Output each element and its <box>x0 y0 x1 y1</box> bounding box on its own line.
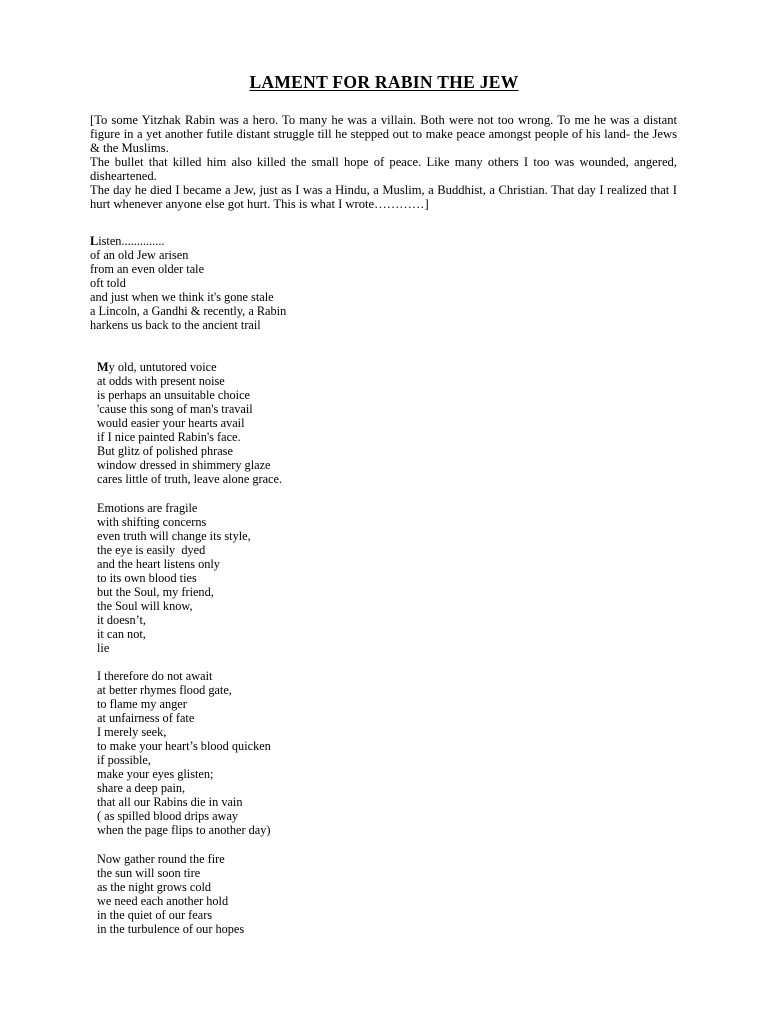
poem-line: Emotions are fragile <box>97 501 198 515</box>
poem-line: oft told <box>90 276 126 290</box>
poem-line: My old, untutored voice <box>97 360 217 374</box>
stanza <box>97 360 282 486</box>
poem-line: that all our Rabins die in vain <box>97 795 243 809</box>
stanza <box>97 669 271 837</box>
poem-title: LAMENT FOR RABIN THE JEW <box>249 72 519 92</box>
poem-line: and just when we think it's gone stale <box>90 290 274 304</box>
poem-line: to flame my anger <box>97 697 187 711</box>
poem-line: in the quiet of our fears <box>97 908 213 922</box>
poem-line: it doesn’t, <box>97 613 146 627</box>
poem-line: share a deep pain, <box>97 781 186 795</box>
poem-line: from an even older tale <box>90 262 205 276</box>
poem-line: ( as spilled blood drips away <box>97 809 239 823</box>
poem-line: when the page flips to another day) <box>97 823 271 837</box>
stanza <box>97 501 251 655</box>
poem-line: I therefore do not await <box>97 669 213 683</box>
poem-line: with shifting concerns <box>97 515 207 529</box>
intro-paragraph: [To some Yitzhak Rabin was a hero. To many he was a villain. Both were not too wrong. To me he was a distant figure in a yet another futile distant struggle till he stepped out to make peace amongst people of his land- the Jews & the Muslims. <box>90 113 677 155</box>
stanza <box>90 234 286 332</box>
poem-line: 'cause this song of man's travail <box>97 402 253 416</box>
poem-line: the Soul will know, <box>97 599 193 613</box>
intro-paragraphs <box>90 113 677 211</box>
poem-line: if possible, <box>97 753 151 767</box>
poem-line: at odds with present noise <box>97 374 225 388</box>
poem-line: even truth will change its style, <box>97 529 251 543</box>
poem-line: of an old Jew arisen <box>90 248 189 262</box>
intro-paragraph: The day he died I became a Jew, just as I was a Hindu, a Muslim, a Buddhist, a Christian. That day I realized that I hurt whenever anyone else got hurt. This is what I wrote…………] <box>90 183 677 211</box>
poem-line: would easier your hearts avail <box>97 416 245 430</box>
poem-line: at unfairness of fate <box>97 711 195 725</box>
poem-line: cares little of truth, leave alone grace. <box>97 472 283 486</box>
poem-line: But glitz of polished phrase <box>97 444 233 458</box>
poem-line: we need each another hold <box>97 894 229 908</box>
poem-line: Now gather round the fire <box>97 852 225 866</box>
poem-line: as the night grows cold <box>97 880 212 894</box>
poem-line: a Lincoln, a Gandhi & recently, a Rabin <box>90 304 287 318</box>
intro-paragraph: The bullet that killed him also killed the small hope of peace. Like many others I too was wounded, angered, disheartened. <box>90 155 677 183</box>
poem-line: to its own blood ties <box>97 571 197 585</box>
poem-line: but the Soul, my friend, <box>97 585 214 599</box>
poem-line: the sun will soon tire <box>97 866 201 880</box>
poem-line: if I nice painted Rabin's face. <box>97 430 241 444</box>
poem-line: is perhaps an unsuitable choice <box>97 388 250 402</box>
poem-line: harkens us back to the ancient trail <box>90 318 261 332</box>
poem-line: Listen.............. <box>90 234 165 248</box>
poem-line: it can not, <box>97 627 146 641</box>
poem-line: at better rhymes flood gate, <box>97 683 232 697</box>
stanza <box>97 852 244 936</box>
poem-line: the eye is easily dyed <box>97 543 206 557</box>
poem-line: to make your heart’s blood quicken <box>97 739 271 753</box>
poem-line: I merely seek, <box>97 725 167 739</box>
poem-line: lie <box>97 641 110 655</box>
poem-line: make your eyes glisten; <box>97 767 214 781</box>
poem-line: window dressed in shimmery glaze <box>97 458 271 472</box>
poem-line: and the heart listens only <box>97 557 220 571</box>
poem-line: in the turbulence of our hopes <box>97 922 245 936</box>
